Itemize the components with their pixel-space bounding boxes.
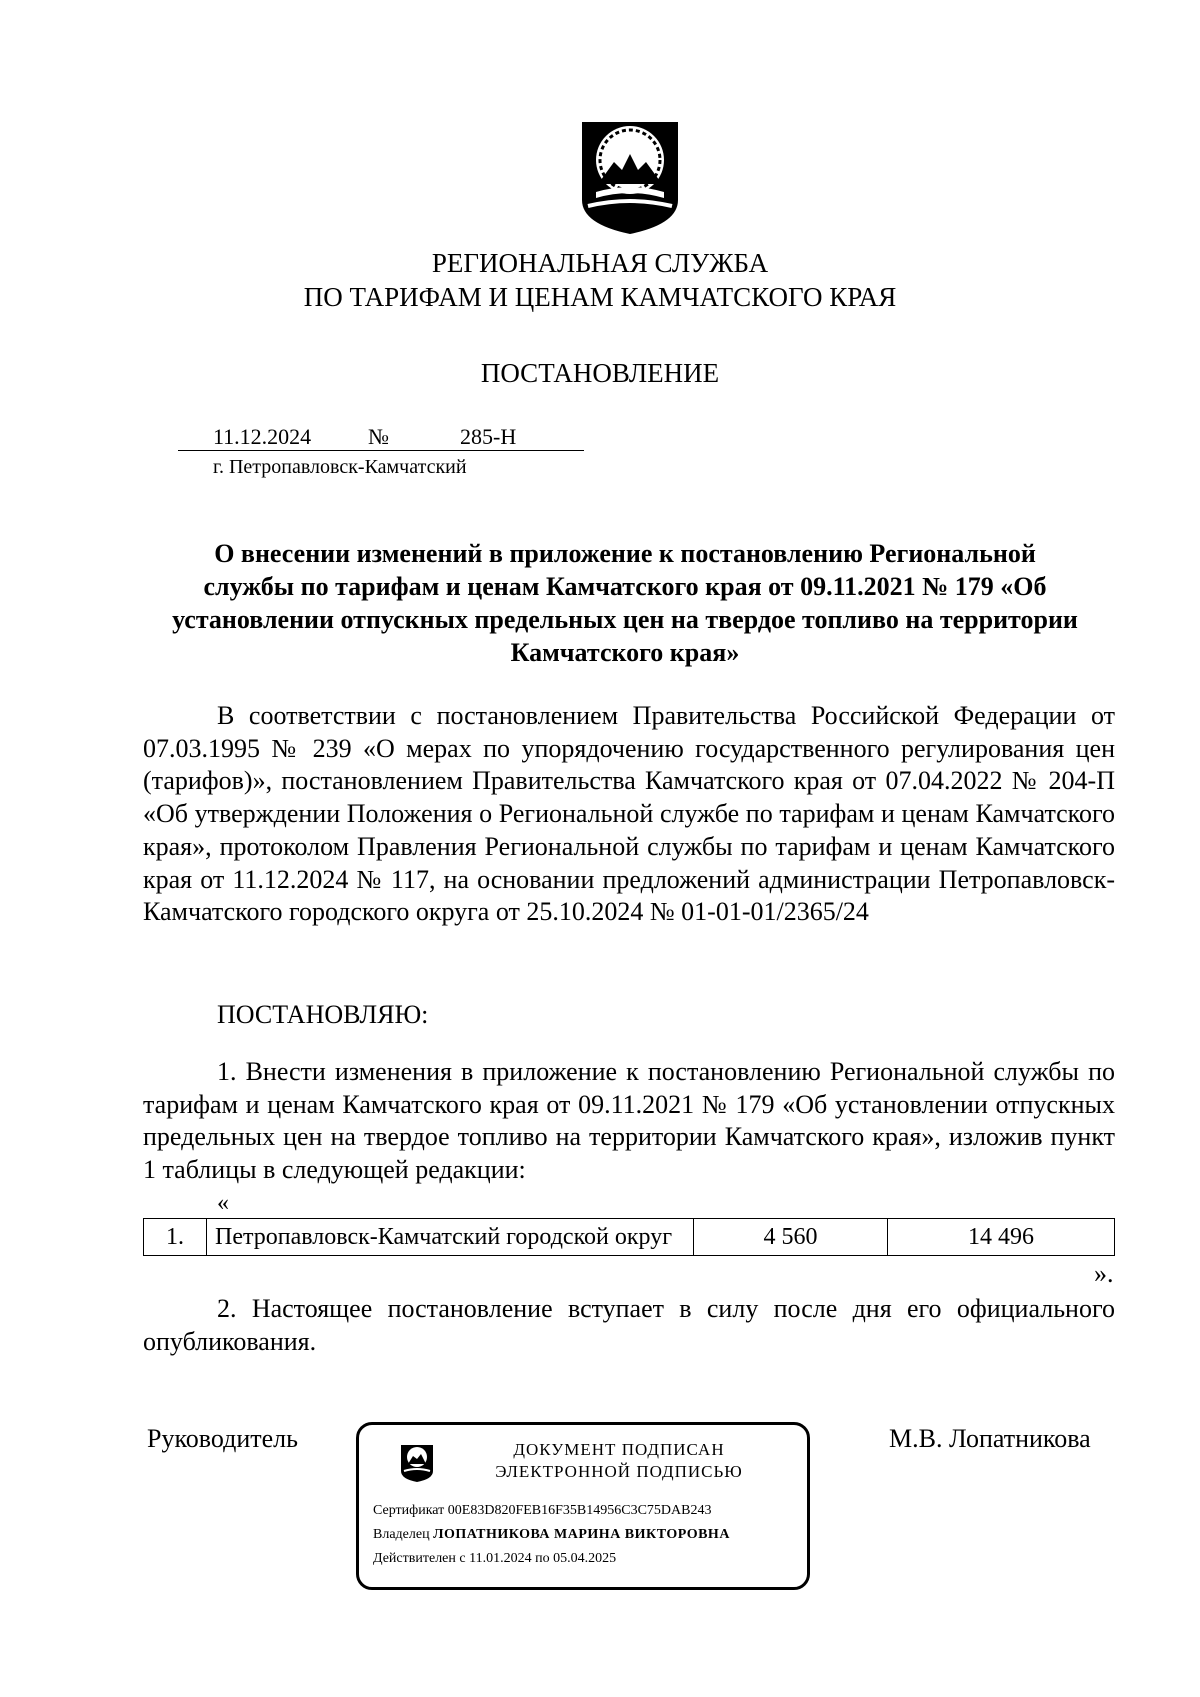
item-1-paragraph: 1. Внести изменения в приложение к постановлению Региональной службы по тарифам и ценам Камчатского края от 09.11.2021 № 179 «Об установлении отпускных предельных цен на твердое топливо на территории Камчатского края», изложив пункт 1 таблицы в следующей редакции:: [143, 1057, 1115, 1185]
signer-name: М.В. Лопатникова: [889, 1424, 1091, 1453]
document-type: ПОСТАНОВЛЕНИЕ: [480, 358, 720, 388]
number-sign: №: [368, 424, 389, 449]
organization-line-2: ПО ТАРИФАМ И ЦЕНАМ КАМЧАТСКОГО КРАЯ: [303, 282, 897, 312]
coat-of-arms-icon: [578, 112, 682, 237]
owner-value: ЛОПАТНИКОВА МАРИНА ВИКТОРОВНА: [433, 1527, 730, 1542]
certificate-label: Сертификат: [373, 1503, 445, 1518]
stamp-certificate: [373, 1503, 711, 1519]
table-row: [144, 1219, 1115, 1256]
organization-line-1: РЕГИОНАЛЬНАЯ СЛУЖБА: [431, 248, 769, 278]
stamp-validity: [373, 1551, 616, 1567]
validity-label: Действителен с: [373, 1551, 466, 1566]
stamp-emblem-icon: [399, 1441, 435, 1483]
date-number-underline: [178, 450, 584, 451]
document-date: 11.12.2024: [213, 424, 312, 449]
electronic-signature-stamp: [356, 1422, 810, 1590]
city: г. Петропавловск-Камчатский: [213, 456, 467, 478]
stamp-heading-1: ДОКУМЕНТ ПОДПИСАН: [513, 1440, 725, 1459]
row-value-2: 14 496: [888, 1219, 1115, 1256]
row-number: 1.: [144, 1219, 207, 1256]
owner-label: Владелец: [373, 1527, 430, 1542]
quote-open: «: [217, 1190, 229, 1216]
signer-position: Руководитель: [147, 1424, 298, 1453]
resolve-heading: ПОСТАНОВЛЯЮ:: [217, 1000, 429, 1029]
row-value-1: 4 560: [694, 1219, 888, 1256]
certificate-value: 00E83D820FEB16F35B14956C3C75DAB243: [447, 1503, 712, 1518]
preamble-paragraph: В соответствии с постановлением Правительства Российской Федерации от 07.03.1995 № 239 «О мерах по упорядочению государственного регулирования цен (тарифов)», постановлением Правительства Камчатского края от 07.04.2022 № 204-П «Об утверждении Положения о Региональной службе по тарифам и ценам Камчатского края», протоколом Правления Региональной службы по тарифам и ценам Камчатского края от 11.12.2024 № 117, на основании предложений администрации Петропавловск-Камчатского городского округа от 25.10.2024 № 01-01-01/2365/24: [143, 701, 1115, 927]
tariff-table: [143, 1218, 1115, 1256]
row-name: Петропавловск-Камчатский городской округ: [207, 1219, 694, 1256]
valid-to: 05.04.2025: [553, 1551, 617, 1566]
valid-from: 11.01.2024: [469, 1551, 532, 1566]
valid-to-label: по: [535, 1551, 550, 1566]
quote-close: ».: [1094, 1259, 1114, 1288]
item-2-paragraph: 2. Настоящее постановление вступает в силу после дня его официального опубликования.: [143, 1294, 1115, 1356]
stamp-heading-2: ЭЛЕКТРОННОЙ ПОДПИСЬЮ: [495, 1462, 743, 1481]
document-subject: О внесении изменений в приложение к постановлению Региональной службы по тарифам и ценам Камчатского края от 09.11.2021 № 179 «Об установлении отпускных предельных цен на твердое топливо на территории Камчатского края»: [172, 539, 1078, 667]
stamp-owner: [373, 1527, 730, 1543]
document-number: 285-Н: [460, 424, 517, 449]
